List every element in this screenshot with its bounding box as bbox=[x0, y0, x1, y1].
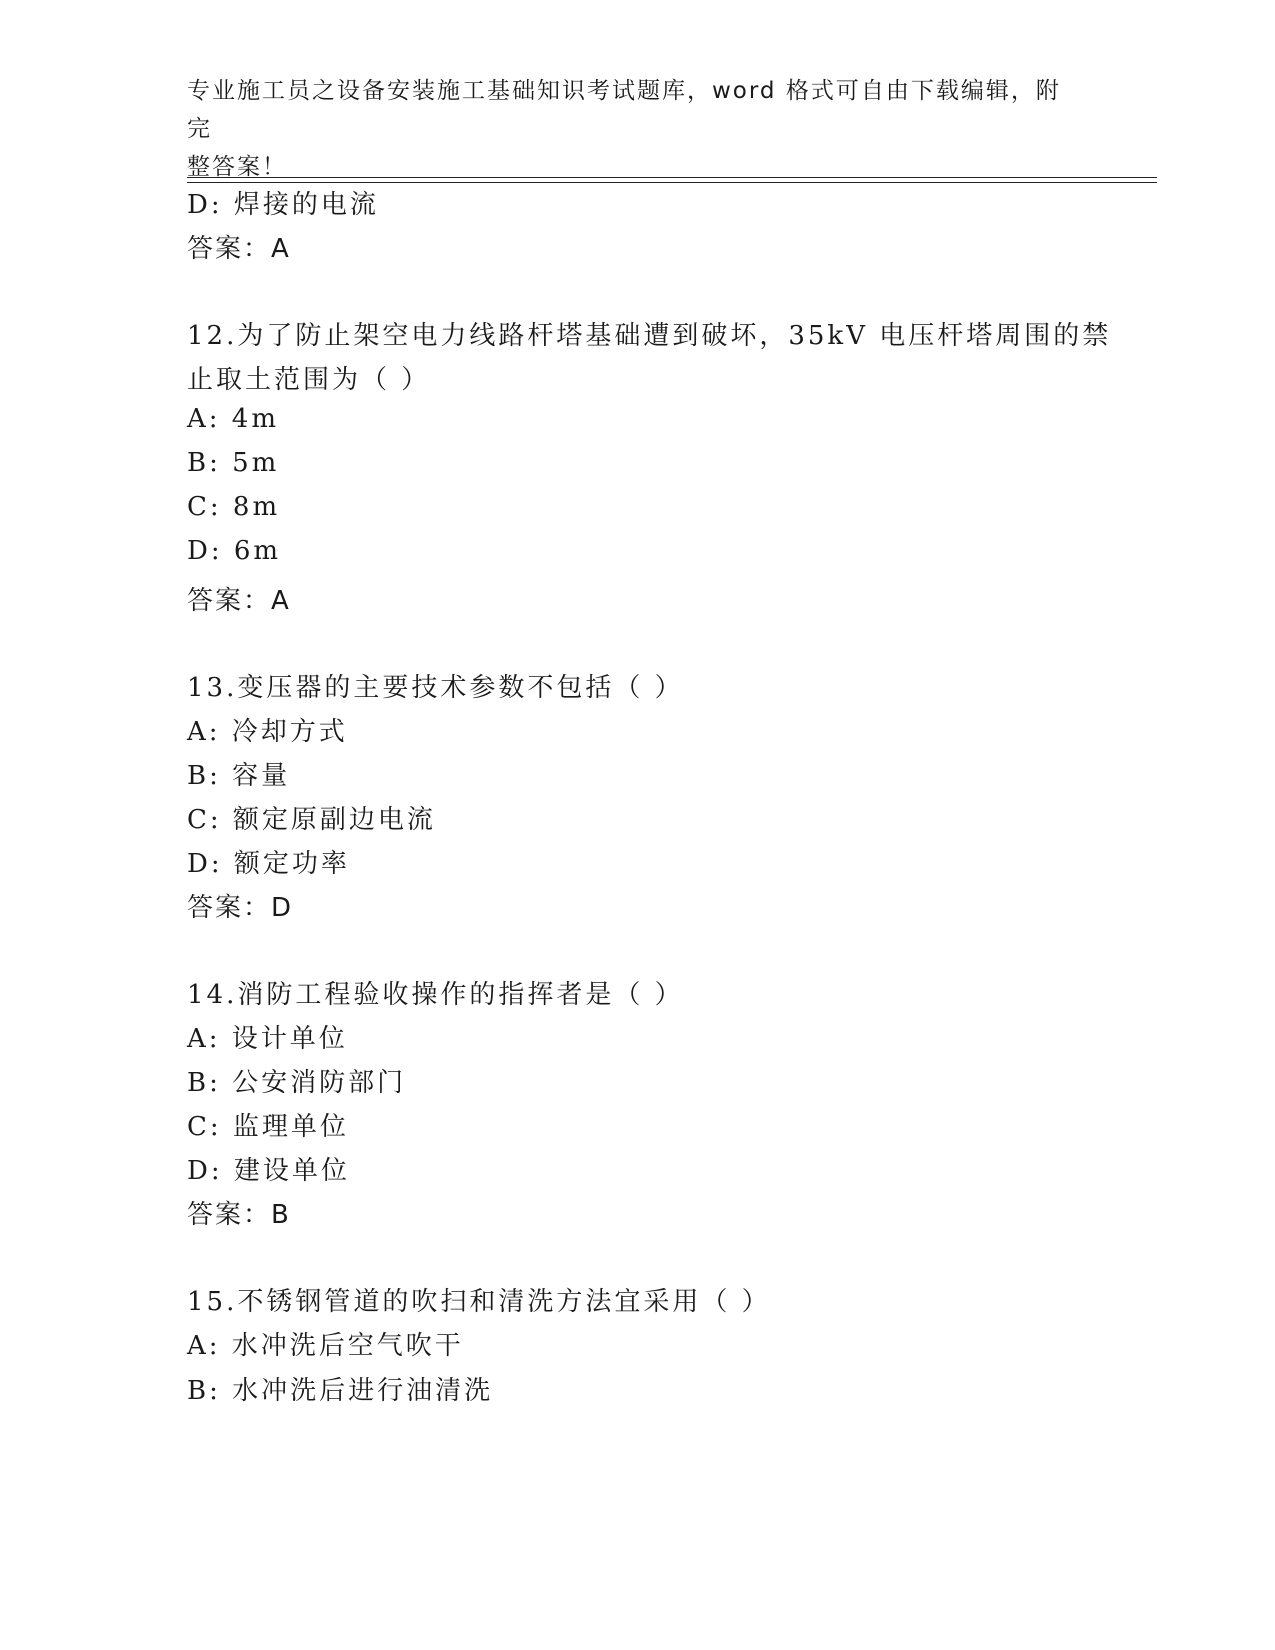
q14-answer: 答案：B bbox=[187, 1200, 291, 1230]
header-divider bbox=[187, 177, 1157, 183]
header-line-1: 专业施工员之设备安装施工基础知识考试题库，word 格式可自由下载编辑，附完 bbox=[187, 78, 1061, 142]
q14-option-b: B: 公安消防部门 bbox=[187, 1068, 407, 1098]
q15-stem: 15.不锈钢管道的吹扫和清洗方法宜采用（ ） bbox=[187, 1287, 771, 1317]
q12-option-c: C: 8m bbox=[187, 492, 281, 522]
q12-option-b: B: 5m bbox=[187, 448, 280, 478]
q14-option-d: D: 建设单位 bbox=[187, 1156, 350, 1186]
q12-stem-line-1: 12.为了防止架空电力线路杆塔基础遭到破坏，35kV 电压杆塔周围的禁 bbox=[187, 321, 1112, 351]
q12-option-d: D: 6m bbox=[187, 536, 282, 566]
q14-option-a: A: 设计单位 bbox=[187, 1024, 348, 1054]
q13-stem: 13.变压器的主要技术参数不包括（ ） bbox=[187, 673, 684, 703]
prev-answer: 答案：A bbox=[187, 234, 291, 264]
q12-stem-line-2: 止取土范围为（ ） bbox=[187, 365, 431, 395]
q13-option-b: B: 容量 bbox=[187, 761, 291, 791]
document-header bbox=[187, 72, 1067, 186]
q15-option-b: B: 水冲洗后进行油清洗 bbox=[187, 1376, 494, 1406]
q12-option-a: A: 4m bbox=[187, 404, 279, 434]
q14-stem: 14.消防工程验收操作的指挥者是（ ） bbox=[187, 980, 684, 1010]
q15-option-a: A: 水冲洗后空气吹干 bbox=[187, 1331, 464, 1361]
q13-option-c: C: 额定原副边电流 bbox=[187, 805, 436, 835]
q12-answer: 答案：A bbox=[187, 586, 291, 616]
header-line-2: 整答案！ bbox=[187, 154, 287, 180]
q14-option-c: C: 监理单位 bbox=[187, 1112, 349, 1142]
q13-option-a: A: 冷却方式 bbox=[187, 717, 348, 747]
prev-option-d: D: 焊接的电流 bbox=[187, 190, 379, 220]
q13-answer: 答案：D bbox=[187, 893, 294, 923]
q13-option-d: D: 额定功率 bbox=[187, 849, 350, 879]
